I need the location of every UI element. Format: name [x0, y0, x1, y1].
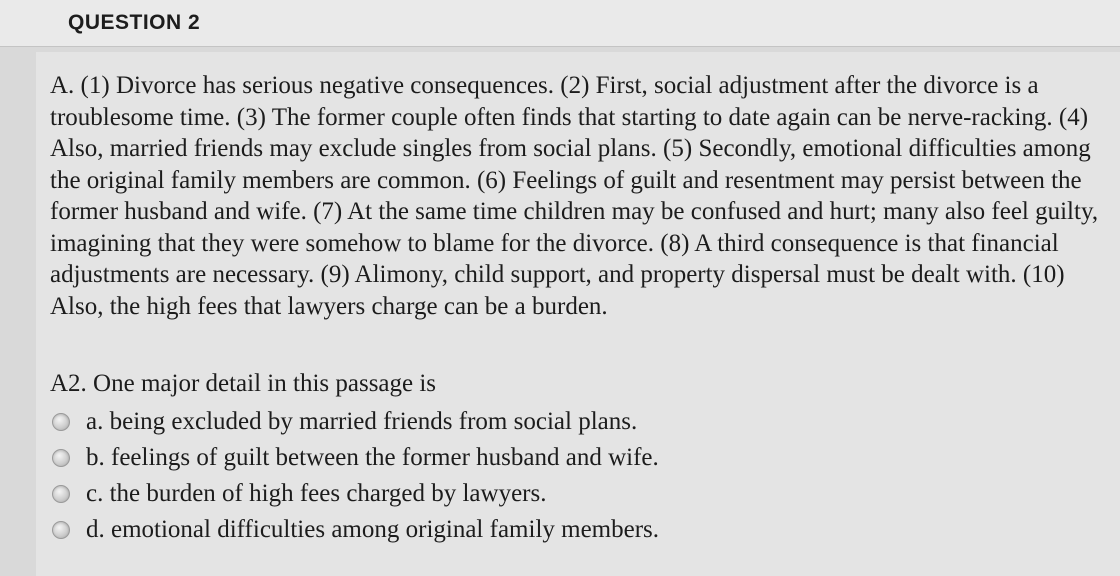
passage-text: A. (1) Divorce has serious negative consequences. (2) First, social adjustment after the divorce is a troublesome time. (3) The former couple often finds that starting to date again can be nerve-racking. (4) Also, married friends may exclude singles from social plans. (5) Secondly, emotional difficulties among the original family members are common. (6) Feelings of guilt and resentment may persist between the former husband and wife. (7) At the same time children may be confused and hurt; many also feel guilty, imagining that they were somehow to blame for the divorce. (8) A third consequence is that financial adjustments are necessary. (9) Alimony, child support, and property dispersal must be dealt with. (10) Also, the high fees that lawyers charge can be a burden.	[50, 72, 1099, 320]
radio-button-icon[interactable]	[52, 521, 70, 539]
answer-option-b[interactable]	[52, 440, 659, 476]
answer-option-d[interactable]	[52, 512, 659, 548]
question-header	[0, 0, 1120, 47]
answer-option-label: d. emotional difficulties among original family members.	[86, 516, 660, 543]
answer-options	[52, 404, 659, 548]
answer-option-label: b. feelings of guilt between the former husband and wife.	[86, 444, 659, 471]
radio-button-icon[interactable]	[52, 449, 70, 467]
answer-option-label: c. the burden of high fees charged by lawyers.	[86, 480, 547, 507]
answer-option-label: a. being excluded by married friends from social plans.	[86, 408, 638, 435]
question-title: QUESTION 2	[68, 11, 201, 34]
question-prompt: A2. One major detail in this passage is	[50, 370, 437, 397]
radio-button-icon[interactable]	[52, 485, 70, 503]
answer-option-c[interactable]	[52, 476, 659, 512]
answer-option-a[interactable]	[52, 404, 659, 440]
radio-button-icon[interactable]	[52, 413, 70, 431]
